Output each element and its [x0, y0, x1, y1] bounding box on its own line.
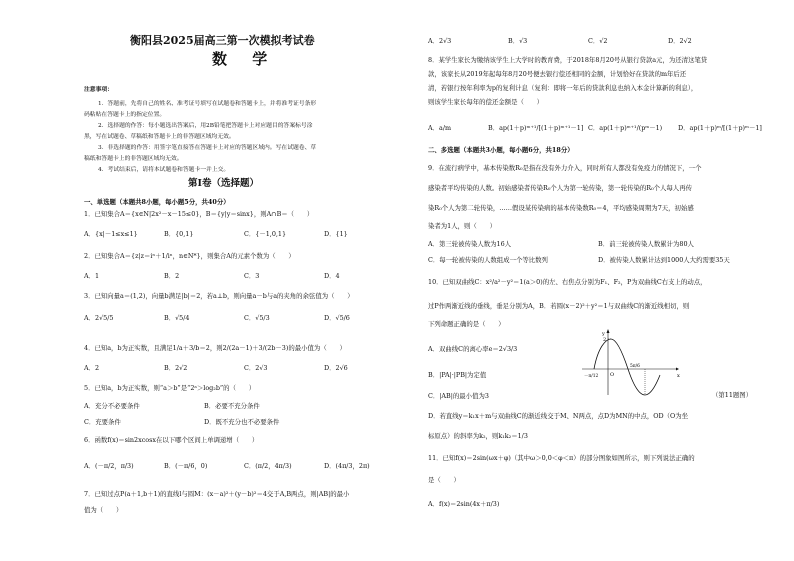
q5-option-a: A．充分不必要条件 — [84, 402, 140, 410]
q11-graph-caption: （第11题图） — [712, 391, 753, 399]
q1-stem: 1．已知集合A＝{x∈N|2x²－x－15≤0}，B＝{y|y＝sinx}，则A∩B＝（ ） — [84, 210, 314, 218]
q2-option-a: A．1 — [84, 272, 100, 280]
q2-option-b: B．2 — [164, 272, 180, 280]
q9-line: 染者为1人，则（ ） — [428, 222, 496, 230]
q6-option-b: B．(－π/6，0) — [164, 462, 208, 470]
q2-option-c: C．3 — [244, 272, 260, 280]
note-line: 1．答题前，先将自己的姓名、准考证号填写在试题卷和答题卡上，并将准考证号条形 — [98, 101, 317, 107]
q9-line: 染R₀个人为第二轮传染，……假设某传染病的基本传染数R₀＝4，平均感染周期为7天，初始感 — [428, 204, 694, 212]
section2-heading: 二、多选题（本题共3小题，每小题6分，共18分） — [428, 146, 574, 154]
sine-curve — [594, 339, 660, 395]
q8-line: 则该学生家长每年的偿还金额是（ ） — [428, 98, 544, 106]
q1-option-d: D．{1} — [324, 230, 348, 238]
q1-option-b: B．{0,1} — [164, 230, 194, 238]
q11-option-a: A．f(x)＝2sin(4x＋π/3) — [428, 500, 500, 508]
note-line: 黑，写在试题卷、草稿纸和答题卡上的非答题区域均无效。 — [84, 134, 235, 140]
q4-option-c: C．2√3 — [244, 364, 268, 372]
left-column — [84, 0, 404, 561]
q8-line: 款，该家长从2019年起每年8月20号便去银行偿还相同的金额，计划恰好在贷款的m年后还 — [428, 70, 687, 78]
q7-option-a: A．2√3 — [428, 37, 452, 45]
q7-stem-cont: 值为（ ） — [84, 506, 123, 514]
q6-stem: 6．函数f(x)＝sin2xcosx在以下哪个区间上单调递增（ ） — [84, 436, 259, 444]
q9-option-a: A．第三轮被传染人数为16人 — [428, 240, 512, 248]
y-axis-label: y — [602, 331, 605, 337]
origin-label: O — [610, 372, 615, 378]
q11-line: 是（ ） — [428, 476, 460, 484]
q6-option-d: D．(4π/3，2π) — [324, 462, 370, 470]
q8-line: 8．某学生家长为缴纳该学生上大学时的教育费，于2018年8月20号从银行贷款a元，为还清这笔贷 — [428, 56, 708, 64]
q10-option-d-cont: 标原点）的斜率为k₂，则k₁k₂＝1/3 — [428, 432, 528, 440]
q8-option-d: D．ap(1＋p)ᵐ/[(1＋p)ᵐ－1] — [678, 124, 762, 132]
exam-title: 衡阳县2025届高三第一次模拟考试卷 — [130, 34, 315, 47]
q7-stem: 7．已知过点P(a＋1,b＋1)的直线l与圆M：(x－a)²＋(y－b)²＝4交于A,B两点，则|AB|的最小 — [84, 490, 350, 498]
q5-option-b: B．必要不充分条件 — [204, 402, 260, 410]
q3-stem: 3．已知向量a＝(1,2)，向量b满足|b|＝2，若a⊥b，则向量a－b与a的夹角的余弦值为（ ） — [84, 292, 354, 300]
q4-option-d: D．2√6 — [324, 364, 348, 372]
notes-heading: 注意事项： — [84, 87, 113, 93]
q2-option-d: D．4 — [324, 272, 340, 280]
q11-line: 11．已知f(x)＝2sin(ωx＋φ)（其中ω＞0,0＜φ＜π）的部分图象如图所示，则下列说法正确的 — [428, 454, 695, 462]
q1-option-c: C．{－1,0,1} — [244, 230, 287, 238]
q3-option-b: B．√5/4 — [164, 314, 190, 322]
note-line: 3．非选择题的作答：用签字笔直接答在答题卡上对应的答题区域内。写在试题卷、草 — [98, 145, 317, 151]
q4-option-a: A．2 — [84, 364, 100, 372]
x-axis-arrow — [676, 368, 679, 371]
q10-line: 过P作两渐近线的垂线，垂足分别为A，B．若圆(x－2)²＋y²＝1与双曲线C的渐近线相切，则 — [428, 302, 690, 310]
q9-line: 感染者平均传染的人数。初始感染者传染R₀个人为第一轮传染，第一轮传染的R₀个人每人再传 — [428, 184, 692, 192]
q6-option-a: A．(－π/2，π/3) — [84, 462, 134, 470]
q2-stem: 2．已知集合A＝{z|z＝iⁿ＋1/iⁿ，n∈N*}，则集合A的元素个数为（ ） — [84, 252, 295, 260]
q6-option-c: C．(π/2，4π/3) — [244, 462, 292, 470]
q7-option-c: C．√2 — [588, 37, 608, 45]
q10-line: 下列命题正确的是（ ） — [428, 320, 505, 328]
y-tick-label: 2 — [603, 337, 607, 343]
part1-title: 第Ⅰ卷（选择题） — [188, 178, 259, 189]
q11-sine-graph — [580, 327, 680, 397]
q10-option-b: B．|PA|·|PB|为定值 — [428, 371, 487, 379]
q8-option-b: B．ap(1＋p)ᵐ⁺¹/[(1＋p)ᵐ⁺¹－1] — [488, 124, 584, 132]
q9-option-d: D．被传染人数累计达到1000人大约需要35天 — [598, 256, 730, 264]
q8-line: 清，若银行按年利率为p的复利计息（复利：即将一年后的贷款利息也纳入本金计算新的利息）， — [428, 84, 698, 92]
q10-option-d: D．若直线y＝k₁x＋m与双曲线C的渐近线交于M、N两点，点D为MN的中点，OD（O为坐 — [428, 412, 689, 420]
q4-option-b: B．2√2 — [164, 364, 188, 372]
q9-line: 9．在流行病学中，基本传染数R₀是指在没有外力介入，同时所有人都没有免疫力的情况下，一个 — [428, 164, 702, 172]
q4-stem: 4．已知a，b为正实数，且满足1/a＋3/b＝2，则2/(2a－1)＋3/(2b－3)的最小值为（ ） — [84, 344, 346, 352]
subject-title: 数 学 — [212, 50, 278, 68]
q10-option-a: A．双曲线C的离心率e＝2√3/3 — [428, 345, 518, 353]
q10-option-c: C．|AB|的最小值为3 — [428, 392, 489, 400]
q8-option-a: A．a/m — [428, 124, 452, 132]
q5-option-c: C．充要条件 — [84, 418, 121, 426]
q5-option-d: D．既不充分也不必要条件 — [204, 418, 280, 426]
x-axis-label: x — [677, 373, 680, 379]
q3-option-d: D．√5/6 — [324, 314, 350, 322]
q5-stem: 5．已知a，b为正实数，则“a＞b”是“2ᵃ＞log₂b”的（ ） — [84, 384, 256, 392]
note-line: 2．选择题的作答：每小题选出答案后，用2B铅笔把答题卡上对应题目的答案标号涂 — [98, 123, 313, 129]
q8-option-c: C．ap(1＋p)ᵐ⁺¹/(pᵐ－1) — [588, 124, 663, 132]
q7-option-d: D．2√2 — [668, 37, 692, 45]
q9-option-c: C．每一轮被传染的人数组成一个等比数列 — [428, 256, 548, 264]
x-tick-label: 5π/6 — [630, 364, 640, 369]
note-line: 4．考试结束后，请将本试题卷和答题卡一并上交。 — [98, 167, 230, 173]
note-line: 码粘贴在答题卡上的指定位置。 — [84, 112, 166, 118]
q3-option-c: C．√5/3 — [244, 314, 270, 322]
x-tick-label: －π/12 — [584, 374, 599, 379]
q7-option-b: B．√3 — [508, 37, 528, 45]
section1-heading: 一、单选题（本题共8小题，每小题5分，共40分） — [84, 198, 230, 206]
q1-option-a: A．{x|－1≤x≤1} — [84, 230, 138, 238]
y-axis-arrow — [607, 329, 610, 333]
q10-line: 10．已知双曲线C：x²/a²－y²＝1(a＞0)的左、右焦点分别为F₁、F₂，P为双曲线C右支上的动点， — [428, 278, 707, 286]
q9-option-b: B．前三轮被传染人数累计为80人 — [598, 240, 694, 248]
right-column — [428, 0, 778, 561]
note-line: 稿纸和答题卡上的非答题区域均无效。 — [84, 156, 183, 162]
q3-option-a: A．2√5/5 — [84, 314, 114, 322]
